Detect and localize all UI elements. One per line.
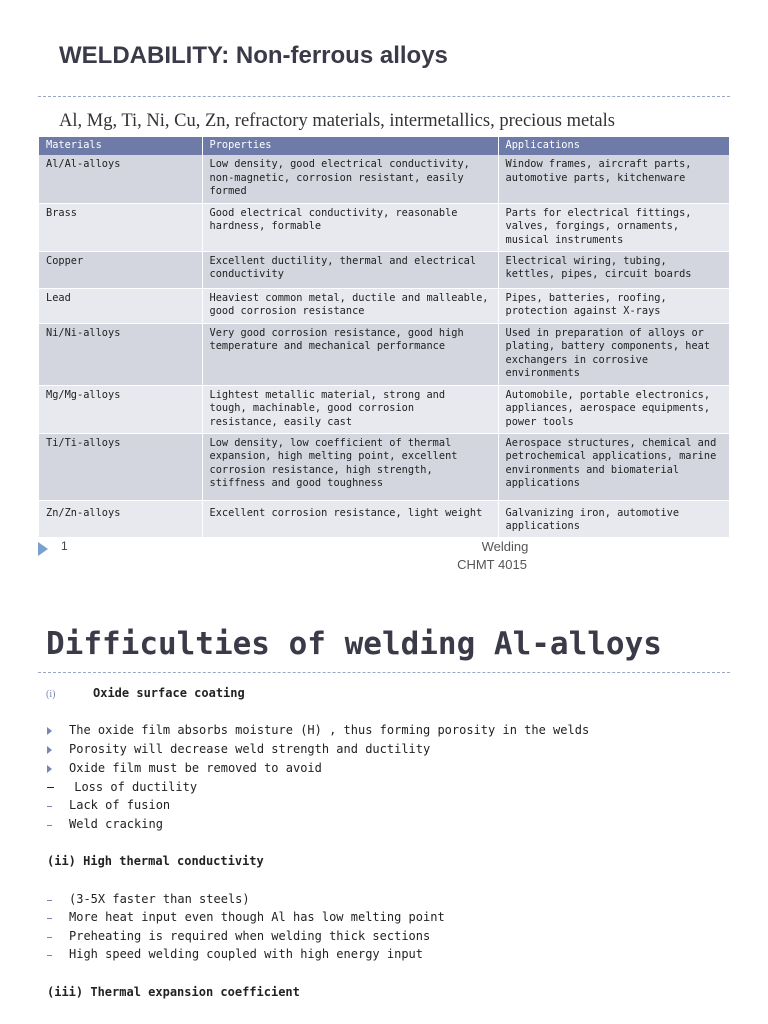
cell-properties: Lightest metallic material, strong and tough, machinable, good corrosion resistance, easily cast (202, 385, 498, 433)
table-row (39, 323, 729, 385)
dash-bullet-icon (47, 955, 52, 956)
section-i-title: Oxide surface coating (93, 686, 245, 700)
dash-bullet-icon (47, 918, 52, 919)
table-row (39, 500, 729, 537)
bullet-arrow-icon (47, 765, 52, 773)
cell-properties: Low density, low coefficient of thermal expansion, high melting point, excellent corrosion resistance, high strength, stiffness and good toughness (202, 433, 498, 500)
cell-properties: Very good corrosion resistance, good high temperature and mechanical performance (202, 323, 498, 385)
dash-item: Weld cracking (69, 817, 163, 831)
dash-bullet-icon (47, 787, 54, 788)
footer-course-code: CHMT 4015 (457, 557, 527, 572)
cell-applications: Pipes, batteries, roofing, protection against X-rays (498, 288, 729, 323)
table-row (39, 155, 729, 203)
cell-material: Al/Al-alloys (39, 155, 202, 203)
slide2-title: Difficulties of welding Al-alloys (46, 626, 662, 662)
slide1-divider (38, 96, 730, 97)
header-applications: Applications (498, 137, 729, 155)
slide2-divider (38, 672, 730, 673)
dash-item: High speed welding coupled with high energy input (69, 947, 424, 961)
cell-material: Zn/Zn-alloys (39, 500, 202, 537)
cell-applications: Automobile, portable electronics, appliances, aerospace equipments, power tools (498, 385, 729, 433)
section-ii-title: (ii) High thermal conductivity (47, 854, 264, 868)
footer-course-name: Welding (481, 539, 529, 554)
table-row (39, 385, 729, 433)
section-iii-title: (iii) Thermal expansion coefficient (47, 985, 300, 999)
header-properties: Properties (202, 137, 498, 155)
cell-applications: Electrical wiring, tubing, kettles, pipes, circuit boards (498, 251, 729, 288)
cell-properties: Good electrical conductivity, reasonable hardness, formable (202, 203, 498, 251)
cell-applications: Parts for electrical fittings, valves, forgings, ornaments, musical instruments (498, 203, 729, 251)
cell-material: Lead (39, 288, 202, 323)
cell-properties: Heaviest common metal, ductile and malleable, good corrosion resistance (202, 288, 498, 323)
bullet-arrow-icon (47, 746, 52, 754)
page-number: 1 (61, 539, 68, 553)
cell-material: Copper (39, 251, 202, 288)
bullet-arrow-icon (47, 727, 52, 735)
slide1-subtitle: Al, Mg, Ti, Ni, Cu, Zn, refractory materials, intermetallics, precious metals (59, 111, 615, 131)
materials-table (39, 137, 730, 538)
slide1-title: WELDABILITY: Non-ferrous alloys (59, 42, 448, 69)
table-row (39, 433, 729, 500)
header-materials: Materials (39, 137, 202, 155)
cell-properties: Excellent corrosion resistance, light weight (202, 500, 498, 537)
dash-bullet-icon (47, 937, 52, 938)
cell-material: Mg/Mg-alloys (39, 385, 202, 433)
bullet-item: Porosity will decrease weld strength and ductility (69, 742, 431, 756)
dash-item: Lack of fusion (69, 798, 171, 812)
cell-applications: Window frames, aircraft parts, automotive parts, kitchenware (498, 155, 729, 203)
section-i-marker: (i) (46, 689, 56, 700)
slide-marker-arrow-icon (38, 542, 48, 556)
bullet-item: The oxide film absorbs moisture (H) , thus forming porosity in the welds (69, 723, 590, 737)
dash-item: Preheating is required when welding thick sections (69, 929, 431, 943)
dash-item: Loss of ductility (67, 780, 198, 794)
dash-item: (3-5X faster than steels) (69, 892, 250, 906)
cell-applications: Galvanizing iron, automotive applications (498, 500, 729, 537)
dash-bullet-icon (47, 806, 52, 807)
dash-bullet-icon (47, 900, 52, 901)
bullet-item: Oxide film must be removed to avoid (69, 761, 322, 775)
cell-material: Ti/Ti-alloys (39, 433, 202, 500)
cell-material: Brass (39, 203, 202, 251)
cell-applications: Aerospace structures, chemical and petrochemical applications, marine environments and biomaterial applications (498, 433, 729, 500)
cell-properties: Low density, good electrical conductivity, non-magnetic, corrosion resistant, easily formed (202, 155, 498, 203)
table-header-row (39, 137, 729, 155)
dash-item: More heat input even though Al has low melting point (69, 910, 445, 924)
table-row (39, 288, 729, 323)
cell-material: Ni/Ni-alloys (39, 323, 202, 385)
table-row (39, 251, 729, 288)
dash-bullet-icon (47, 825, 52, 826)
cell-applications: Used in preparation of alloys or plating, battery components, heat exchangers in corrosive environments (498, 323, 729, 385)
cell-properties: Excellent ductility, thermal and electrical conductivity (202, 251, 498, 288)
table-row (39, 203, 729, 251)
